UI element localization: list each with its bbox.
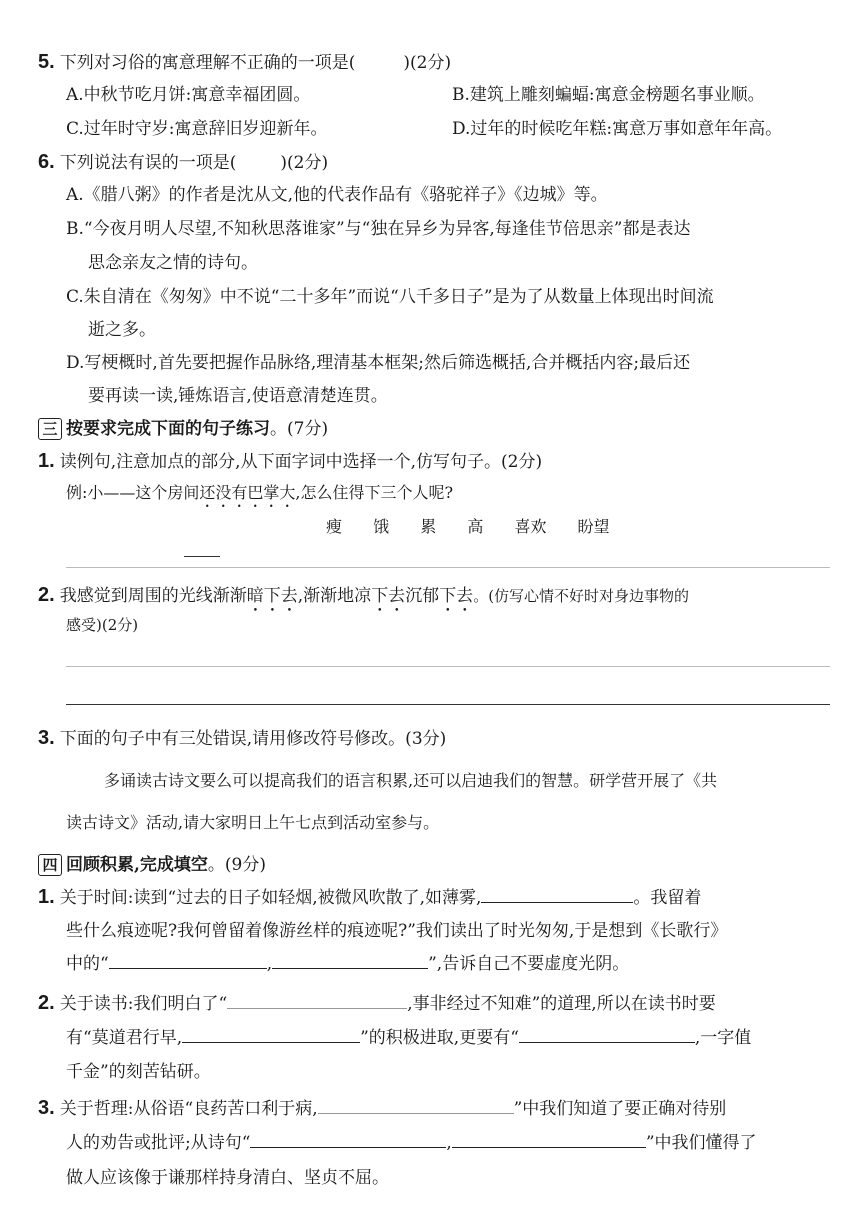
q5-stem: 下列对习俗的寓意理解不正确的一项是( <box>59 53 356 73</box>
sec3-q2-dotted2: 下去 <box>371 586 406 606</box>
q5-option-b: B.建筑上雕刻蝙蝠:寓意金榜题名事业顺。 <box>452 85 765 105</box>
sec4-q1-line1 <box>38 883 701 909</box>
sec3-q1-text: 读例句,注意加点的部分,从下面字词中选择一个,仿写句子。(2分) <box>59 452 543 472</box>
q5-option-a: A.中秋节吃月饼:寓意幸福团圆。 <box>66 85 311 105</box>
sec4-q1-blank-1[interactable] <box>481 885 633 903</box>
sec4-q1-text-c: 中的“ <box>66 954 109 974</box>
q5-number: 5. <box>38 51 55 73</box>
sec4-q1-text-d: ”,告诉自己不要虚度光阴。 <box>428 954 630 974</box>
sec4-q1-blank-3[interactable] <box>272 951 428 969</box>
sec4-q2-text-e: ,一字值 <box>694 1028 752 1048</box>
sec3-q2-answer-line-2[interactable] <box>66 704 830 705</box>
sec4-q1-text-a: 关于时间:读到“过去的日子如轻烟,被微风吹散了,如薄雾, <box>59 888 482 908</box>
sec3-q1-line <box>38 447 542 473</box>
sec3-q2-line2: 感受)(2分) <box>66 616 139 634</box>
sec4-q3-blank-2[interactable] <box>250 1130 446 1148</box>
q6-option-b-line2: 思念亲友之情的诗句。 <box>88 253 258 273</box>
sec4-q2-text-d: ”的积极进取,更要有“ <box>360 1028 519 1048</box>
sec3-q2-part2: ,渐渐地凉 <box>297 586 372 606</box>
section-3-header <box>38 414 328 440</box>
q5-option-d: D.过年的时候吃年糕:寓意万事如意年年高。 <box>452 119 783 139</box>
word-option[interactable]: 喜欢 <box>514 517 547 536</box>
sec4-q1-comma: , <box>266 954 273 974</box>
q6-option-d-line2: 要再读一读,锤炼语言,使语意清楚连贯。 <box>88 386 388 406</box>
example-dotted-phrase: 还没有巴掌大 <box>199 483 296 502</box>
q6-option-a: A.《腊八粥》的作者是沈从文,他的代表作品有《骆驼祥子》《边城》等。 <box>66 185 608 205</box>
sec3-q2-line1 <box>38 581 689 616</box>
example-prefix: 例:小——这个房间 <box>66 483 200 502</box>
word-option[interactable]: 高 <box>467 517 484 536</box>
sec3-q1-example <box>66 480 453 511</box>
q6-score: )(2分) <box>280 153 329 173</box>
section-3-badge: 三 <box>38 418 62 440</box>
section-4-title: 回顾积累,完成填空 <box>66 855 208 875</box>
sec3-q1-number: 1. <box>38 450 55 472</box>
section-3-title: 按要求完成下面的句子练习 <box>66 419 270 439</box>
q6-number: 6. <box>38 151 55 173</box>
sec4-q2-text-c: 有“莫道君行早, <box>66 1028 183 1048</box>
sec3-q3-line <box>38 724 446 750</box>
sec3-q2-part3: 沉郁 <box>405 586 440 606</box>
sec3-q1-short-mark <box>184 556 220 557</box>
sec4-q3-text-b: ”中我们知道了要正确对待别 <box>513 1099 727 1119</box>
q6-stem-line <box>38 148 328 174</box>
sec4-q2-blank-3[interactable] <box>519 1025 695 1043</box>
sec3-q2-number: 2. <box>38 584 55 606</box>
sec3-q2-answer-line-1[interactable] <box>66 666 830 667</box>
word-option[interactable]: 盼望 <box>577 517 610 536</box>
word-option[interactable]: 累 <box>420 517 437 536</box>
q6-stem: 下列说法有误的一项是( <box>59 153 237 173</box>
q6-option-c-line2: 逝之多。 <box>88 320 156 340</box>
sec3-q2-part4: 。(仿写心情不好时对身边事物的 <box>473 587 690 605</box>
section-4-score: 。(9分) <box>207 855 267 875</box>
sec3-q1-answer-line[interactable] <box>66 567 830 568</box>
q6-option-b-line1: B.“今夜月明人尽望,不知秋思落谁家”与“独在异乡为异客,每逢佳节倍思亲”都是表达 <box>66 219 691 239</box>
sec3-q3-number: 3. <box>38 727 55 749</box>
sec3-q1-word-bank <box>326 514 636 537</box>
sec4-q2-line1 <box>38 989 716 1015</box>
sec3-q2-part1: 我感觉到周围的光线渐渐 <box>59 586 247 606</box>
sec4-q3-text-a: 关于哲理:从俗语“良药苦口利于病, <box>59 1099 318 1119</box>
sec4-q3-blank-3[interactable] <box>452 1130 646 1148</box>
sec4-q3-text-d: ”中我们懂得了 <box>645 1133 757 1153</box>
sec4-q1-text-b: 。我留着 <box>633 888 702 908</box>
sec4-q2-text-a: 关于读书:我们明白了“ <box>59 994 228 1014</box>
sec4-q3-text-c: 人的劝告或批评;从诗句“ <box>66 1133 251 1153</box>
sec4-q3-comma: , <box>446 1133 452 1153</box>
sec4-q2-number: 2. <box>38 992 55 1014</box>
sec4-q3-line3: 做人应该像于谦那样持身清白、坚贞不屈。 <box>66 1168 389 1188</box>
section-3-score: 。(7分) <box>270 419 329 439</box>
sec3-q2-dotted1: 暗下去 <box>246 586 298 606</box>
sec3-q3-text: 下面的句子中有三处错误,请用修改符号修改。(3分) <box>59 729 447 749</box>
sec4-q3-line2 <box>66 1128 757 1153</box>
sec4-q2-line2 <box>66 1023 751 1048</box>
word-option[interactable]: 瘦 <box>326 517 343 536</box>
sec4-q2-blank-1[interactable] <box>227 991 407 1009</box>
example-suffix: ,怎么住得下三个人呢? <box>295 483 454 502</box>
sec4-q3-number: 3. <box>38 1097 55 1119</box>
q6-option-c-line1: C.朱自清在《匆匆》中不说“二十多年”而说“八千多日子”是为了从数量上体现出时间流 <box>66 287 714 307</box>
sec4-q1-number: 1. <box>38 886 55 908</box>
sec3-q3-paragraph-line2: 读古诗文》活动,请大家明日上午七点到活动室参与。 <box>66 813 440 832</box>
sec4-q1-line2: 些什么痕迹呢?我何曾留着像游丝样的痕迹呢?”我们读出了时光匆匆,于是想到《长歌行》 <box>66 921 728 941</box>
sec4-q3-blank-1[interactable] <box>318 1096 514 1114</box>
sec4-q1-blank-2[interactable] <box>109 951 267 969</box>
sec3-q3-paragraph-line1: 多诵读古诗文要么可以提高我们的语言积累,还可以启迪我们的智慧。研学营开展了《共 <box>104 771 718 790</box>
q5-option-c: C.过年时守岁:寓意辞旧岁迎新年。 <box>66 119 328 139</box>
sec4-q1-line3 <box>66 949 629 974</box>
q5-score: )(2分) <box>403 53 452 73</box>
sec4-q2-line3: 千金”的刻苦钻研。 <box>66 1062 211 1082</box>
sec4-q2-blank-2[interactable] <box>182 1025 360 1043</box>
sec4-q3-line1 <box>38 1094 726 1120</box>
section-4-header <box>38 850 266 876</box>
sec3-q2-dotted3: 下去 <box>439 586 474 606</box>
section-4-badge: 四 <box>38 854 62 876</box>
sec4-q2-text-b: ,事非经过不知难”的道理,所以在读书时要 <box>407 994 716 1014</box>
q6-option-d-line1: D.写梗概时,首先要把握作品脉络,理清基本框架;然后筛选概括,合并概括内容;最后还 <box>66 353 691 373</box>
word-option[interactable]: 饿 <box>373 517 390 536</box>
q5-stem-line <box>38 48 451 74</box>
